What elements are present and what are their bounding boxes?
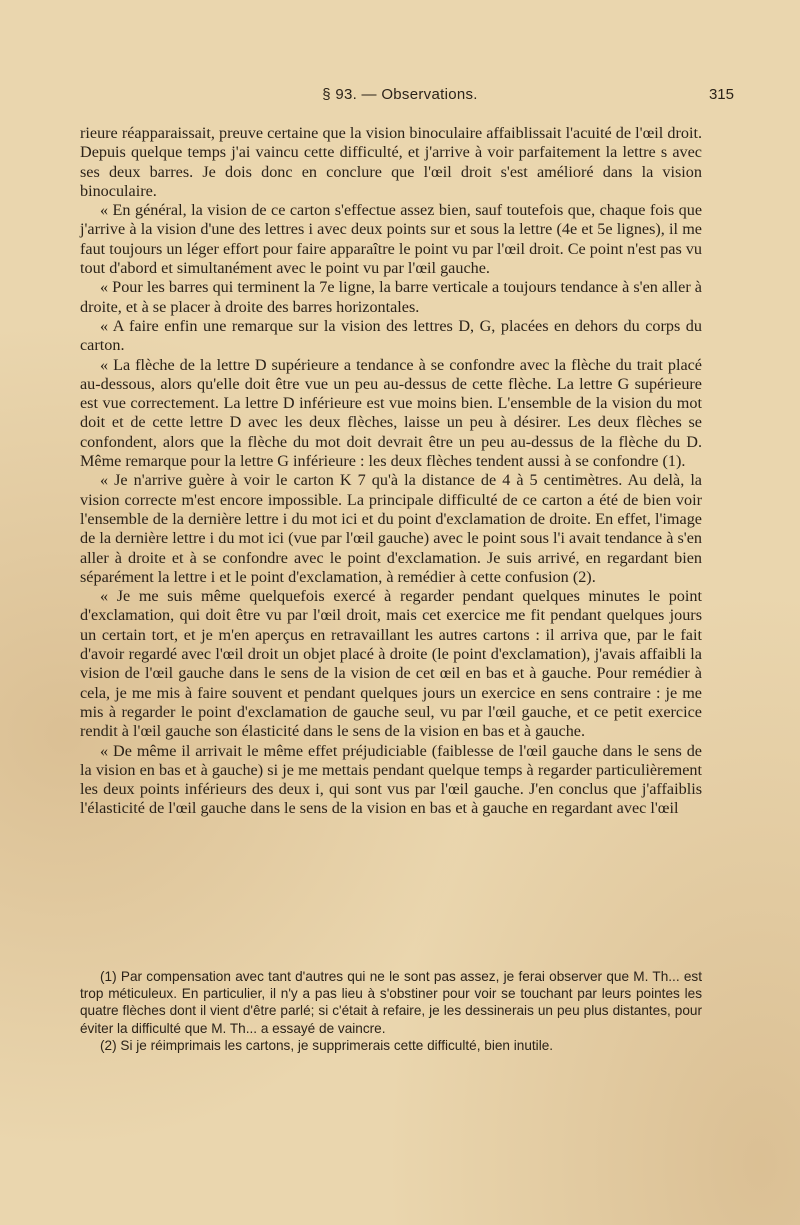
paragraph: « De même il arrivait le même effet préjudiciable (faiblesse de l'œil gauche dans le sens de la vision en bas et à gauche) si je me mettais pendant quelque temps à regarder particulièrement les deux points inférieurs des deux i, qui sont vus par l'œil gauche. J'en conclus que j'affaiblis l'élasticité de l'œil gauche dans le sens de la vision en bas et à gauche en regardant avec l'œil [80,741,702,818]
paragraph: rieure réapparaissait, preuve certaine que la vision binoculaire affaiblissait l'acuité de l'œil droit. Depuis quelque temps j'ai vaincu cette difficulté, et j'arrive à voir parfaitement la lettre s avec ses deux barres. Je dois donc en conclure que l'œil droit s'est amélioré dans la vision binoculaire. [80,124,702,200]
page-number: 315 [708,86,734,103]
paragraph: « Je n'arrive guère à voir le carton K 7 qu'à la distance de 4 à 5 centimètres. Au delà, la vision correcte m'est encore impossible. La principale difficulté de ce carton a été de bien voir l'ensemble de la dernière lettre i du mot ici et du point d'exclamation de droite. En effet, l'image de la dernière lettre i du mot ici (vue par l'œil gauche) avec le point sous l'i avait tendance à s'en aller à droite et à se confondre avec le point d'exclamation. Je suis arrivé, en regardant bien séparément la lettre i et le point d'exclamation, à remédier à cette confusion (2). [80,471,702,586]
paragraph: « La flèche de la lettre D supérieure a tendance à se confondre avec la flèche du trait placé au-dessous, alors qu'elle doit être vue un peu au-dessus de cette flèche. La lettre G supérieure est vue correctement. La lettre D inférieure est vue moins bien. L'ensemble de la vision du mot doit et de cette lettre D avec les deux flèches, laisse un peu à désirer. Les deux flèches se confondent, alors que la flèche du mot doit devrait être un peu au-dessus de la flèche du D. Même remarque pour la lettre G inférieure : les deux flèches tendent aussi à se confondre (1). [80,355,702,471]
paragraph: « Je me suis même quelquefois exercé à regarder pendant quelques minutes le point d'exclamation, qui doit être vu par l'œil droit, mais cet exercice me fit pendant quelques jours un certain tort, et je m'en aperçus en retravaillant les autres cartons : il arriva que, par le fait d'avoir regardé avec l'œil droit un objet placé à droite (le point d'exclamation), j'avais affaibli la vision de l'œil gauche dans le sens de la vision de cet œil en bas et à gauche. Pour remédier à cela, je me mis à faire souvent et pendant quelques jours un exercice en sens contraire : je me mis à regarder le point d'exclamation de gauche seul, vu par l'œil gauche, et ce petit exercice rendit à l'œil gauche son élasticité dans le sens de la vision en bas et à gauche. [80,587,702,741]
footnote: (1) Par compensation avec tant d'autres qui ne le sont pas assez, je ferai observer que M. Th... est trop méticuleux. En particulier, il n'y a pas lieu à s'obstiner pour voir se touchant par leurs pointes les quatre flèches dont il vient d'être parlé; si c'était à refaire, je les dessinerais un peu plus distantes, pour éviter la difficulté que M. Th... a essayé de vaincre. [80,969,702,1036]
paragraph: « En général, la vision de ce carton s'effectue assez bien, sauf toutefois que, chaque fois que j'arrive à la vision d'une des lettres i avec deux points sur et sous la lettre (4e et 5e lignes), il me faut toujours un léger effort pour faire apparaître le point vu par l'œil droit. Ce point n'est pas vu tout d'abord et simultanément avec le point vu par l'œil gauche. [80,201,702,278]
paragraph: « A faire enfin une remarque sur la vision des lettres D, G, placées en dehors du corps du carton. [80,316,702,355]
section-title: § 93. — Observations. [322,86,478,103]
main-text [80,124,702,819]
footnotes [80,968,702,1054]
footnote: (2) Si je réimprimais les cartons, je supprimerais cette difficulté, bien inutile. [100,1037,554,1053]
paragraph: « Pour les barres qui terminent la 7e ligne, la barre verticale a toujours tendance à s'en aller à droite, et à se placer à droite des barres horizontales. [80,278,702,316]
running-header [80,86,734,108]
